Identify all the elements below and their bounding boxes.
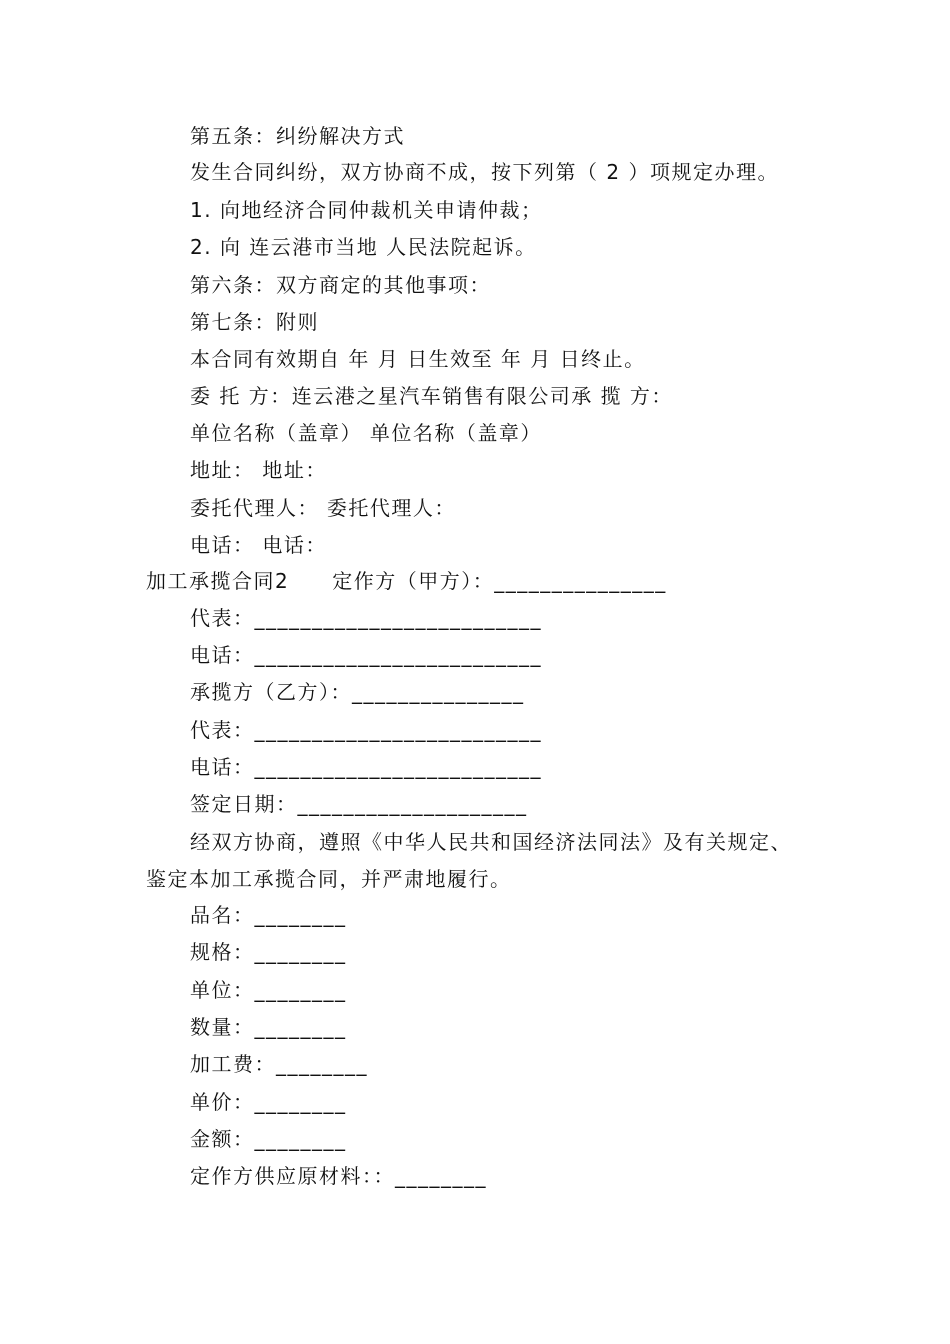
party-a-phone: 电话：_________________________ <box>190 643 542 667</box>
article-6-heading: 第六条：双方商定的其他事项： <box>190 273 491 297</box>
dispute-clause: 发生合同纠纷，双方协商不成，按下列第（ 2 ）项规定办理。 <box>190 160 779 184</box>
unit-price-field: 单价：________ <box>190 1090 347 1114</box>
product-name-field: 品名：________ <box>190 903 347 927</box>
article-5-heading: 第五条：纠纷解决方式 <box>190 124 405 148</box>
validity-period: 本合同有效期自 年 月 日生效至 年 月 日终止。 <box>190 347 646 371</box>
unit-name-line: 单位名称（盖章） 单位名称（盖章） <box>190 421 542 445</box>
article-7-heading: 第七条：附则 <box>190 310 319 334</box>
address-line: 地址： 地址： <box>190 458 327 482</box>
amount-field: 金额：________ <box>190 1127 347 1151</box>
specification-field: 规格：________ <box>190 940 347 964</box>
agent-line: 委托代理人： 委托代理人： <box>190 496 456 520</box>
party-b-representative: 代表：_________________________ <box>190 718 542 742</box>
unit-field: 单位：________ <box>190 978 347 1002</box>
party-b-line: 承揽方（乙方）：_______________ <box>190 680 525 704</box>
parties-line: 委 托 方：连云港之星汽车销售有限公司承 揽 方： <box>190 384 673 408</box>
agreement-paragraph-1: 经双方协商，遵照《中华人民共和国经济法同法》及有关规定、 <box>190 830 792 854</box>
phone-line: 电话： 电话： <box>190 533 327 557</box>
arbitration-option: 1. 向地经济合同仲裁机关申请仲裁； <box>190 198 543 222</box>
contract-2-title: 加工承揽合同2 定作方（甲方）：_______________ <box>146 569 667 593</box>
raw-material-field: 定作方供应原材料：：________ <box>190 1164 487 1188</box>
party-b-phone: 电话：_________________________ <box>190 755 542 779</box>
agreement-paragraph-2: 鉴定本加工承揽合同，并严肃地履行。 <box>146 867 512 891</box>
party-a-representative: 代表：_________________________ <box>190 606 542 630</box>
court-option: 2. 向 连云港市当地 人民法院起诉。 <box>190 235 537 259</box>
signing-date: 签定日期：____________________ <box>190 792 528 816</box>
quantity-field: 数量：________ <box>190 1015 347 1039</box>
processing-fee-field: 加工费：________ <box>190 1052 368 1076</box>
